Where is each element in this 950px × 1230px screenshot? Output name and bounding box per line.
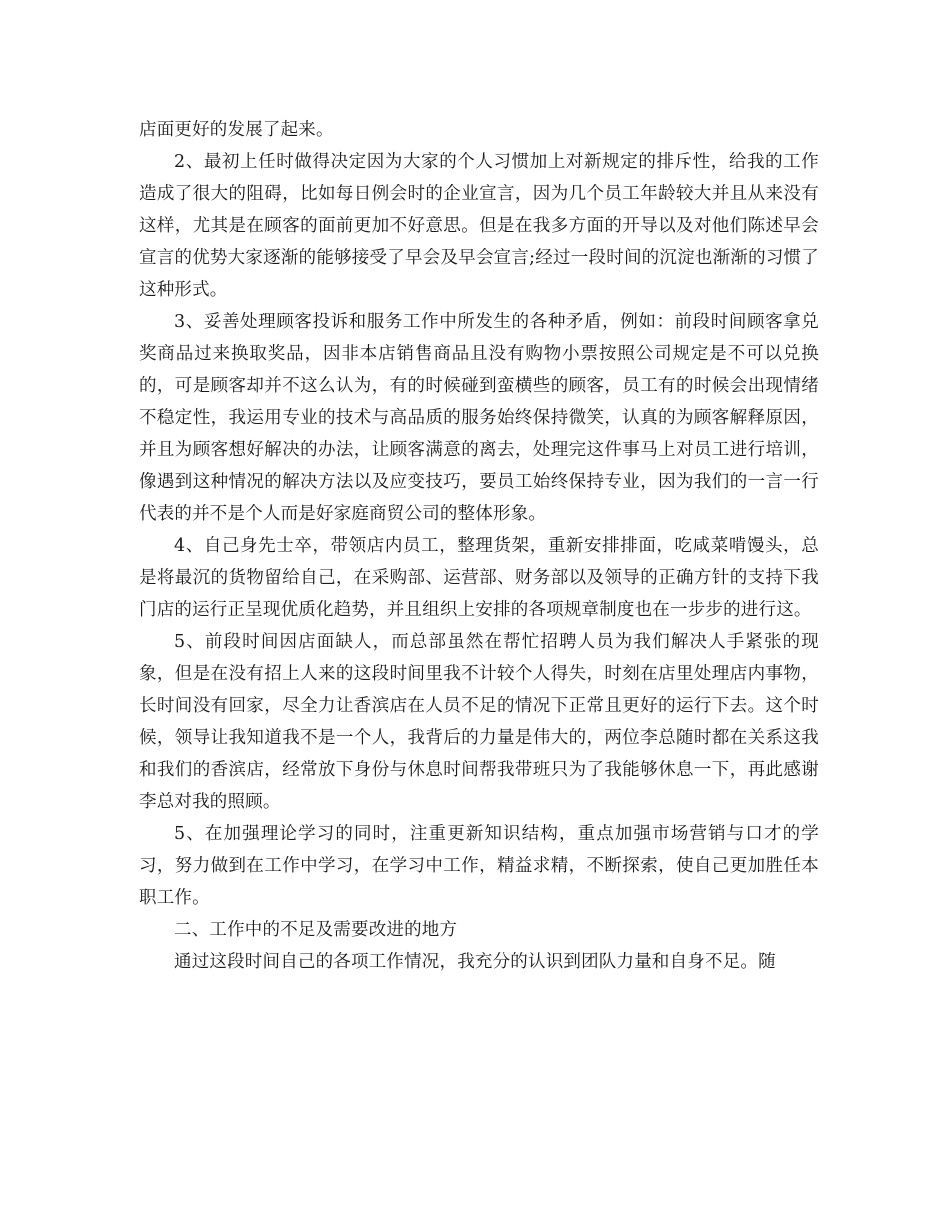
- document-body: [139, 114, 819, 978]
- paragraph-summary: 通过这段时间自己的各项工作情况，我充分的认识到团队力量和自身不足。随: [174, 952, 776, 972]
- paragraph-continuation: 店面更好的发展了起来。: [139, 120, 334, 140]
- paragraph-item-5a: 5、前段时间因店面缺人，而总部虽然在帮忙招聘人员为我们解决人手紧张的现象，但是在没有招上人来的这段时间里我不计较个人得失，时刻在店里处理店内事物，长时间没有回家，尽全力让香滨店在人员不足的情况下正常且更好的运行下去。这个时候，领导让我知道我不是一个人，我背后的力量是伟大的，两位李总随时都在关系这我和我们的香滨店，经常放下身份与休息时间帮我带班只为了我能够休息一下，再此感谢李总对我的照顾。: [139, 632, 819, 812]
- paragraph-item-3: 3、妥善处理顾客投诉和服务工作中所发生的各种矛盾，例如：前段时间顾客拿兑奖商品过来换取奖品，因非本店销售商品且没有购物小票按照公司规定是不可以兑换的，可是顾客却并不这么认为，有的时候碰到蛮横些的顾客，员工有的时候会出现情绪不稳定性，我运用专业的技术与高品质的服务始终保持微笑，认真的为顾客解释原因，并且为顾客想好解决的办法，让顾客满意的离去，处理完这件事马上对员工进行培训，像遇到这种情况的解决方法以及应变技巧，要员工始终保持专业，因为我们的一言一行代表的并不是个人而是好家庭商贸公司的整体形象。: [139, 312, 819, 524]
- paragraph-item-4: 4、自己身先士卒，带领店内员工，整理货架，重新安排排面，吃咸菜啃馒头，总是将最沉的货物留给自己，在采购部、运营部、财务部以及领导的正确方针的支持下我门店的运行正呈现优质化趋势，并且组织上安排的各项规章制度也在一步步的进行这。: [139, 536, 819, 620]
- paragraph-item-5b: 5、在加强理论学习的同时，注重更新知识结构，重点加强市场营销与口才的学习，努力做到在工作中学习，在学习中工作，精益求精，不断探索，使自己更加胜任本职工作。: [139, 824, 819, 908]
- paragraph-item-2: 2、最初上任时做得决定因为大家的个人习惯加上对新规定的排斥性，给我的工作造成了很大的阻碍，比如每日例会时的企业宣言，因为几个员工年龄较大并且从来没有这样，尤其是在顾客的面前更加不好意思。但是在我多方面的开导以及对他们陈述早会宣言的优势大家逐渐的能够接受了早会及早会宣言;经过一段时间的沉淀也渐渐的习惯了这种形式。: [139, 152, 819, 300]
- section-heading: 二、工作中的不足及需要改进的地方: [174, 920, 458, 940]
